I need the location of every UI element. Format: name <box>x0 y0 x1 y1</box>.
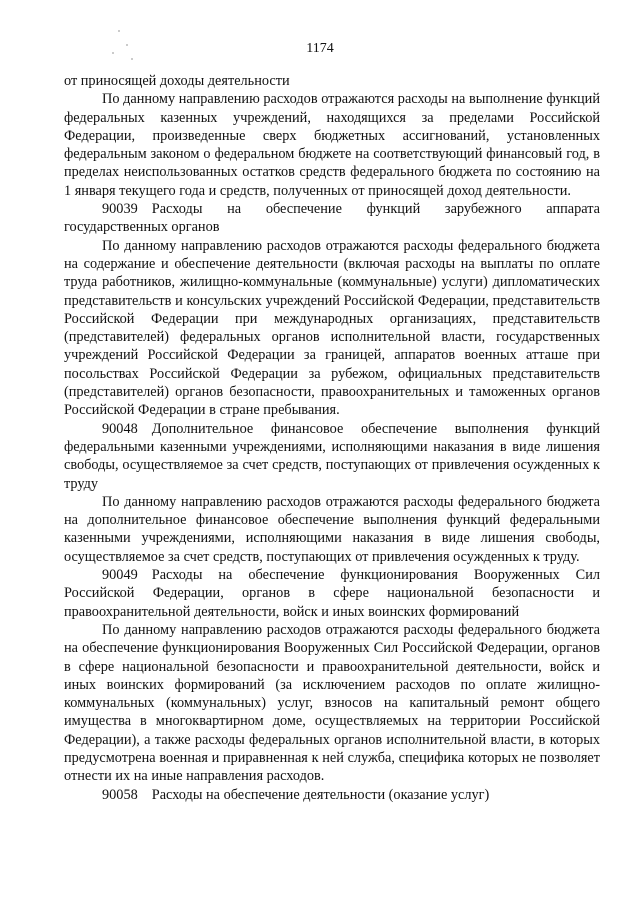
expense-heading-90058 <box>64 786 600 804</box>
paragraph-description <box>64 237 600 420</box>
expense-title: Расходы на обеспечение деятельности (оказание услуг) <box>151 786 490 803</box>
paragraph-text: По данному направлению расходов отражаются расходы федерального бюджета на дополнительное финансовое обеспечение выполнения функций федеральными казенными учреждениями, исполняющими наказания в виде лишения свободы, осуществляемое за счет средств, поступающих от привлечения осужденных к труду. <box>64 493 600 565</box>
expense-heading-90048 <box>64 420 600 493</box>
expense-code: 90049 <box>102 567 138 584</box>
scan-speck <box>118 30 120 32</box>
expense-code: 90039 <box>102 201 138 218</box>
expense-code: 90058 <box>102 786 138 803</box>
paragraph-description <box>64 90 600 200</box>
scan-speck <box>112 52 114 54</box>
expense-heading-90049 <box>64 566 600 621</box>
paragraph-text: от приносящей доходы деятельности <box>64 73 290 89</box>
paragraph-description <box>64 493 600 566</box>
paragraph-text: По данному направлению расходов отражаются расходы федерального бюджета на содержание и обеспечение деятельности (включая расходы на выплаты по оплате труда работников, жилищно-коммунальные (коммунальные) услуги) дипломатических представительств и консульских учреждений Российской Федерации, представительств Российской Федерации при международных организациях, представительств (представителей) федеральных органов исполнительной власти, государственных учреждений Российской Федерации за границей, аппаратов военных атташе при посольствах Российской Федерации за рубежом, официальных представительств (представителей) органов безопасности, правоохранительных и таможенных органов Российской Федерации в стране пребывания. <box>64 237 600 419</box>
paragraph-text: По данному направлению расходов отражаются расходы на выполнение функций федеральных казенных учреждений, находящихся за пределами Российской Федерации, произведенные сверх бюджетных ассигнований, установленных федеральным законом о федеральном бюджете на соответствующий финансовый год, в пределах неиспользованных остатков средств федерального бюджета по состоянию на 1 января текущего года и средств, полученных от приносящей доход деятельности. <box>64 91 600 199</box>
expense-title: Расходы на обеспечение функционирования Вооруженных Сил Российской Федерации, органов в сфере национальной безопасности и правоохранительной деятельности, войск и иных воинских формирований <box>64 567 600 620</box>
paragraph-description <box>64 621 600 786</box>
paragraph-continuation <box>64 72 600 90</box>
paragraph-text: По данному направлению расходов отражаются расходы федерального бюджета на обеспечение функционирования Вооруженных Сил Российской Федерации, органов в сфере национальной безопасности и правоохранительной деятельности, войск и иных воинских формирований (за исключением расходов по оплате жилищно-коммунальных (коммунальных) услуг, взносов на капитальный ремонт общего имущества в многоквартирном доме, осуществляемых на территории Российской Федерации), а также расходы федеральных органов исполнительной власти, в которых предусмотрена военная и приравненная к ней служба, специфика которых не позволяет отнести их на иные направления расходов. <box>64 621 600 785</box>
expense-title: Расходы на обеспечение функций зарубежного аппарата государственных органов <box>64 201 600 236</box>
expense-title: Дополнительное финансовое обеспечение выполнения функций федеральными казенными учреждениями, исполняющими наказания в виде лишения свободы, осуществляемое за счет средств, поступающих от привлечения осужденных к труду <box>64 420 600 492</box>
expense-code: 90048 <box>102 420 138 437</box>
expense-heading-90039 <box>64 200 600 237</box>
document-body <box>64 72 600 804</box>
scan-speck <box>131 58 133 60</box>
scan-speck <box>126 44 128 46</box>
page-number: 1174 <box>306 41 334 56</box>
